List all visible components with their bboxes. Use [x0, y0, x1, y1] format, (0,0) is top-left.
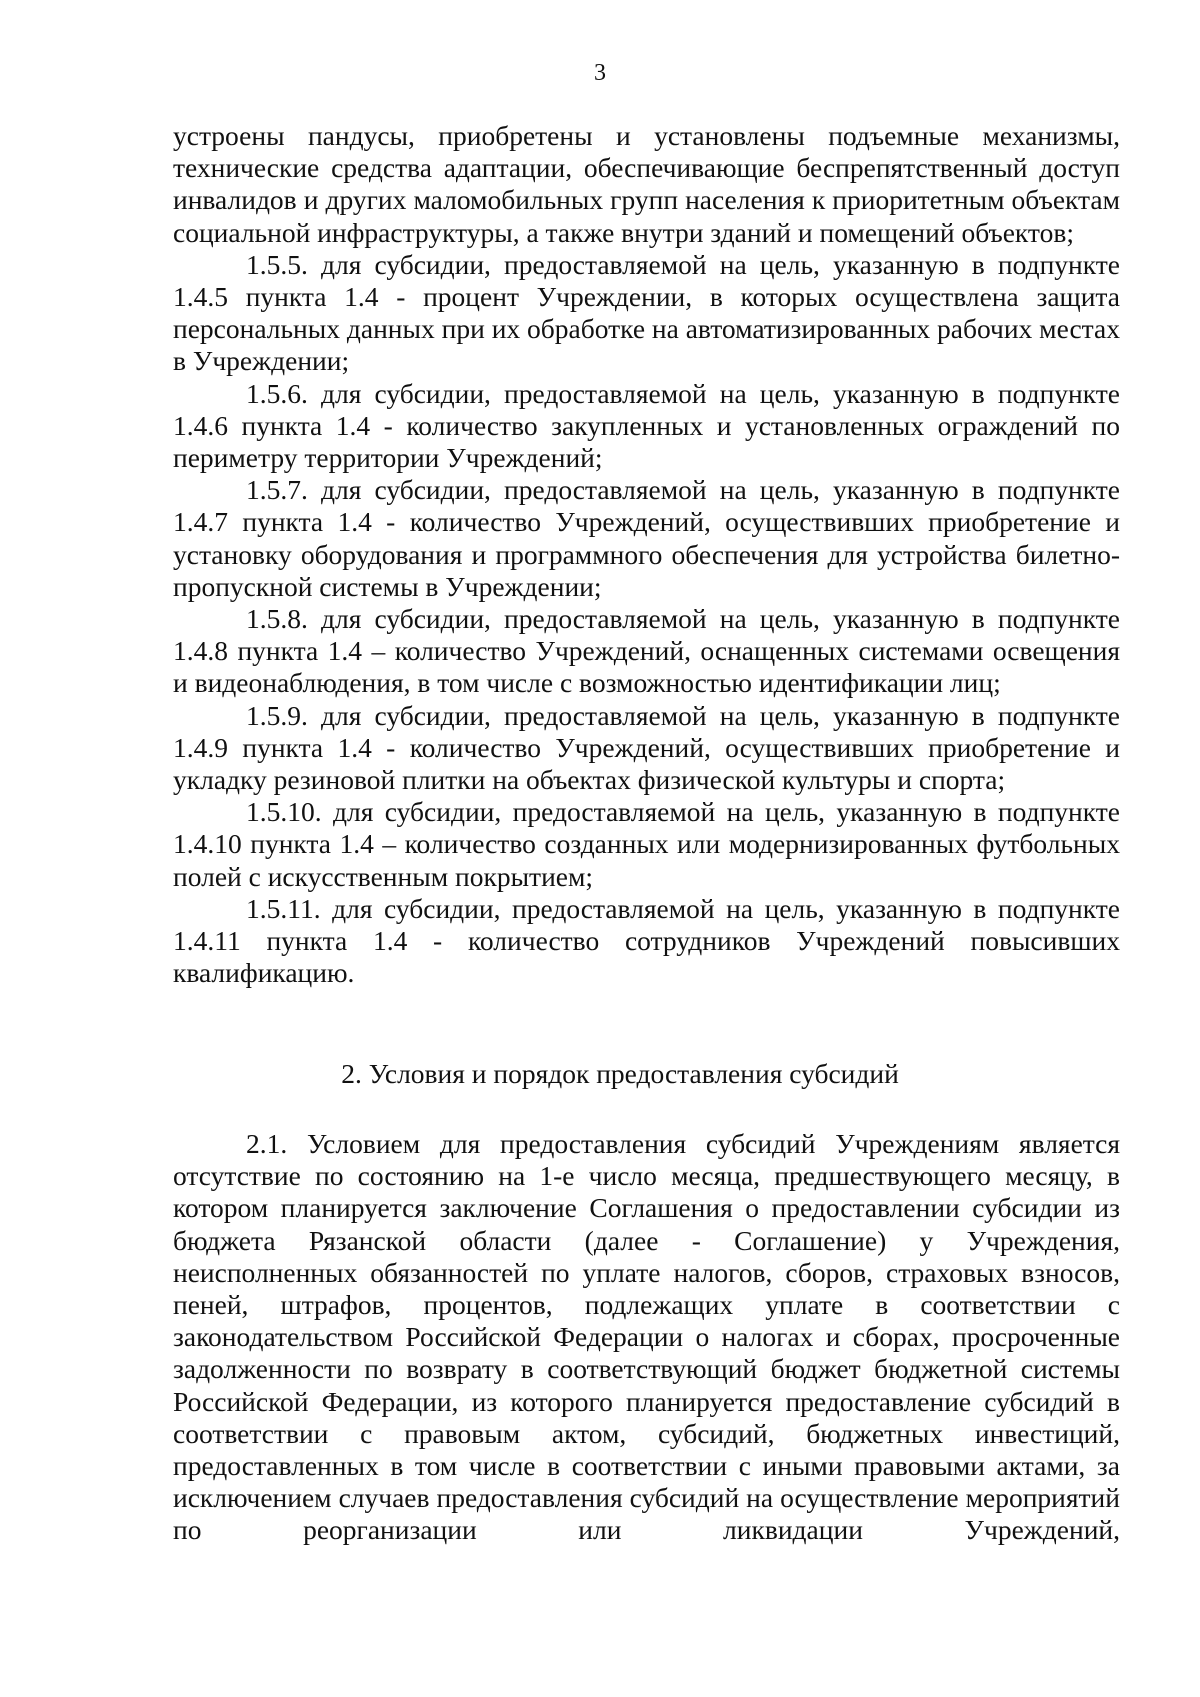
- section-2-body: [173, 1128, 1120, 1547]
- page-number: 3: [594, 60, 606, 86]
- section-2-heading: 2. Условия и порядок предоставления субсидий: [341, 1058, 899, 1089]
- paragraph-2-1: 2.1. Условием для предоставления субсидий Учреждениям является отсутствие по состоянию на 1-е число месяца, предшествующего месяцу, в котором планируется заключение Соглашения о предоставлении субсидии из бюджета Рязанской области (далее - Соглашение) у Учреждения, неисполненных обязанностей по уплате налогов, сборов, страховых взносов, пеней, штрафов, процентов, подлежащих уплате в соответствии с законодательством Российской Федерации о налогах и сборах, просроченные задолженности по возврату в соответствующий бюджет бюджетной системы Российской Федерации, из которого планируется предоставление субсидий в соответствии с правовым актом, субсидий, бюджетных инвестиций, предоставленных в том числе в соответствии с иными правовыми актами, за исключением случаев предоставления субсидий на осуществление мероприятий по реорганизации или ликвидации Учреждений,: [173, 1128, 1120, 1546]
- paragraph-1-5-11: 1.5.11. для субсидии, предоставляемой на цель, указанную в подпункте 1.4.11 пункта 1.4 - количество сотрудников Учреждений повысивших квалификацию.: [173, 892, 1120, 989]
- paragraph-1-5-8: 1.5.8. для субсидии, предоставляемой на цель, указанную в подпункте 1.4.8 пункта 1.4 – количество Учреждений, оснащенных системами освещения и видеонаблюдения, в том числе с возможностью идентификации лиц;: [173, 603, 1120, 699]
- paragraph-1-5-10: 1.5.10. для субсидии, предоставляемой на цель, указанную в подпункте 1.4.10 пункта 1.4 – количество созданных или модернизированных футбольных полей с искусственным покрытием;: [173, 796, 1120, 892]
- paragraph-1-5-9: 1.5.9. для субсидии, предоставляемой на цель, указанную в подпункте 1.4.9 пункта 1.4 - количество Учреждений, осуществивших приобретение и укладку резиновой плитки на объектах физической культуры и спорта;: [173, 699, 1120, 796]
- paragraph-1-5-6: 1.5.6. для субсидии, предоставляемой на цель, указанную в подпункте 1.4.6 пункта 1.4 - количество закупленных и установленных ограждений по периметру территории Учреждений;: [173, 377, 1120, 474]
- paragraph-1-5-5: 1.5.5. для субсидии, предоставляемой на цель, указанную в подпункте 1.4.5 пункта 1.4 - процент Учреждении, в которых осуществлена защита персональных данных при их обработке на автоматизированных рабочих местах в Учреждении;: [173, 248, 1120, 377]
- paragraph-1-5-7: 1.5.7. для субсидии, предоставляемой на цель, указанную в подпункте 1.4.7 пункта 1.4 - количество Учреждений, осуществивших приобретение и установку оборудования и программного обеспечения для устройства билетно-пропускной системы в Учреждении;: [173, 474, 1120, 602]
- subsection-1-5-list: [173, 120, 1120, 989]
- paragraph-continuation: устроены пандусы, приобретены и установлены подъемные механизмы, технические средства адаптации, обеспечивающие беспрепятственный доступ инвалидов и других маломобильных групп населения к приоритетным объектам социальной инфраструктуры, а также внутри зданий и помещений объектов;: [173, 120, 1120, 248]
